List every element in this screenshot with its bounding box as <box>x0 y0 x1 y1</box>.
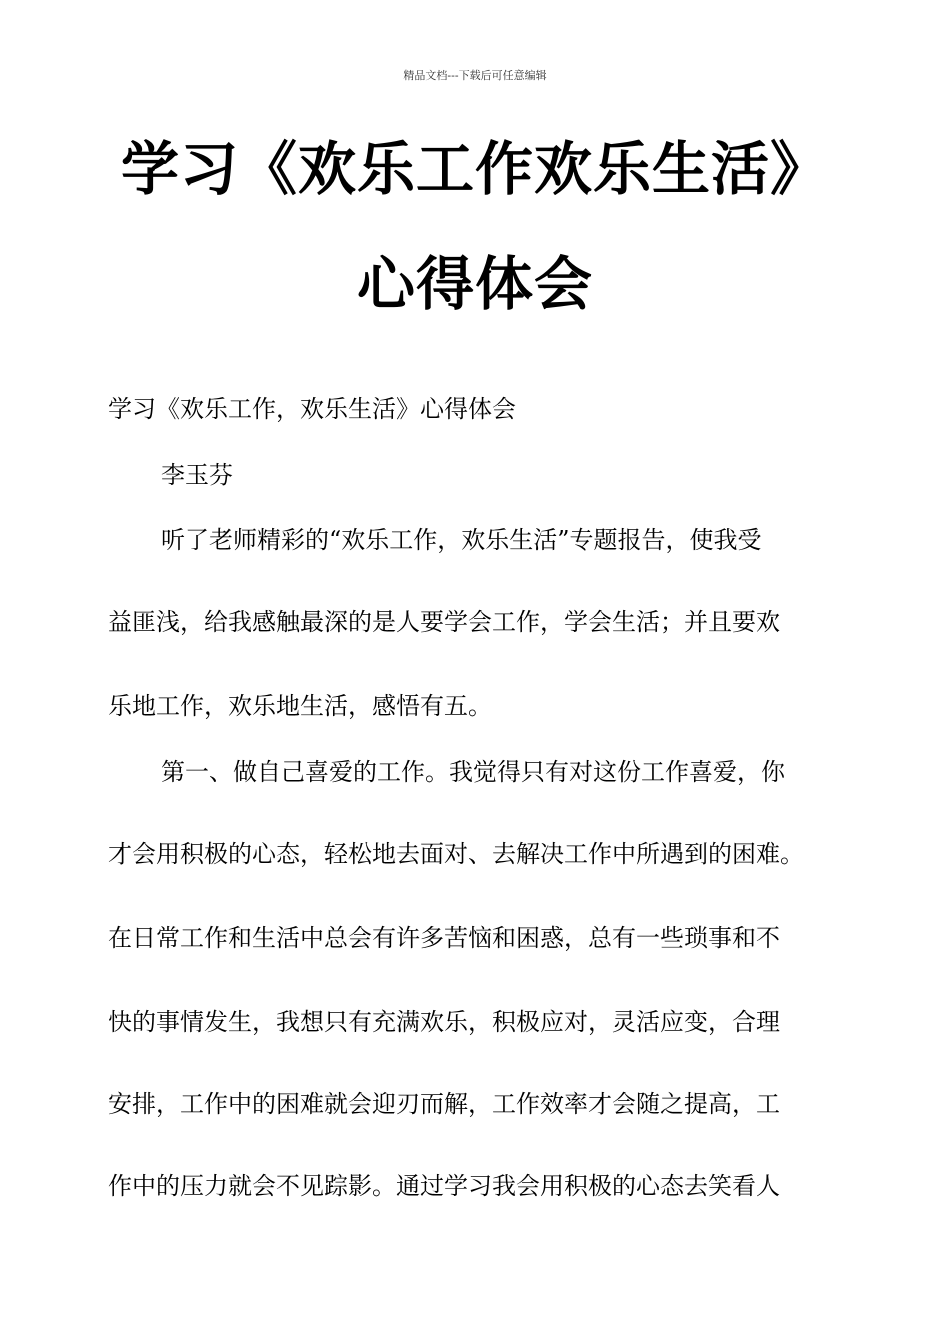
paragraph-line: 第一、做自己喜爱的工作。我觉得只有对这份工作喜爱，你 <box>161 758 785 786</box>
paragraph-line: 乐地工作，欢乐地生活，感悟有五。 <box>108 692 492 720</box>
author-line: 李玉芬 <box>161 461 233 489</box>
paragraph-line: 安排，工作中的困难就会迎刃而解，工作效率才会随之提高，工 <box>108 1090 780 1118</box>
document-title-line-2: 心得体会 <box>356 250 593 318</box>
paragraph-line: 在日常工作和生活中总会有许多苦恼和困惑，总有一些琐事和不 <box>108 924 780 952</box>
page-header: 精品文档---下载后可任意编辑 <box>403 69 547 82</box>
paragraph-line: 才会用积极的心态，轻松地去面对、去解决工作中所遇到的困难。 <box>108 840 804 868</box>
subtitle-line: 学习《欢乐工作，欢乐生活》心得体会 <box>108 395 516 423</box>
paragraph-line: 快的事情发生，我想只有充满欢乐，积极应对，灵活应变，合理 <box>108 1008 780 1036</box>
paragraph-line: 益匪浅，给我感触最深的是人要学会工作，学会生活；并且要欢 <box>108 608 780 636</box>
paragraph-line: 听了老师精彩的“欢乐工作，欢乐生活”专题报告，使我受 <box>161 526 762 554</box>
document-title-line-1: 学习《欢乐工作欢乐生活》 <box>120 135 829 203</box>
paragraph-line: 作中的压力就会不见踪影。通过学习我会用积极的心态去笑看人 <box>108 1172 780 1200</box>
